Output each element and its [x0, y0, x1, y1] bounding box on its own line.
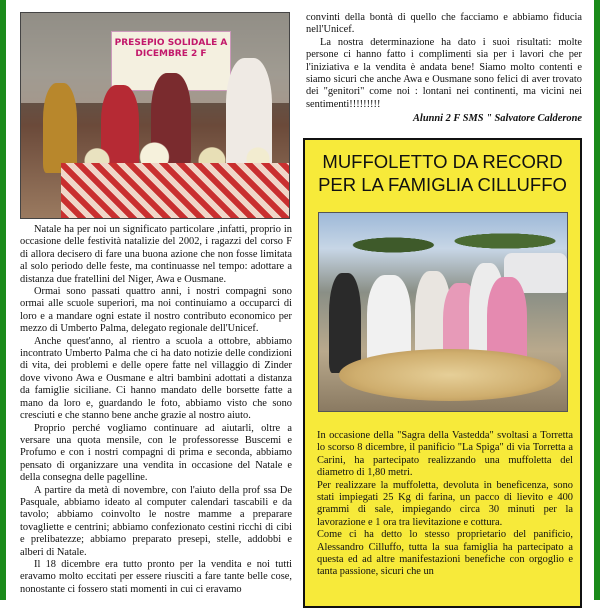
article-paragraph: In occasione della "Sagra della Vastedda" svoltasi a Torretta lo scorso 8 dicembre, il panificio "La Spiga" di via Torretta a Carini, ha partecipato realizzando una muffoletta del diametro di 1,80 metri.: [317, 430, 573, 479]
classroom-photo: [20, 12, 290, 219]
muffoletto-article-box: [303, 138, 582, 608]
article-paragraph: Per realizzare la muffoletta, devoluta in beneficenza, sono stati impiegati 25 Kg di farina, un pacco di lievito e 400 grammi di sale, impiegando circa 30 minuti per la lavorazione e 1 ora tra lievitazione e cottura.: [317, 479, 573, 528]
photo-tablecloth: [61, 163, 289, 218]
title-line: MUFFOLETTO DA RECORD: [322, 151, 563, 172]
article-paragraph: La nostra determinazione ha dato i suoi risultati: molte persone ci hanno fatto i complimenti sia per i lavori che per l'iniziativa e la vendita è andata bene! Siamo molto contenti e siamo sicuri che anche Awa e Ousmane sono felici di aver trovato dei "genitori" come noi : lontani nei continenti, ma vicini nei sentimenti!!!!!!!!!: [306, 36, 582, 110]
muffoletto-article-text: [317, 430, 573, 579]
page-border-left: [0, 0, 6, 600]
page-border-right: [594, 0, 600, 600]
title-line: PER LA FAMIGLIA CILLUFFO: [318, 174, 567, 195]
photo-giant-bread: [339, 349, 561, 401]
right-article-continuation: [306, 12, 582, 126]
article-paragraph: Come ci ha detto lo stesso proprietario del panificio, Alessandro Cilluffo, tutta la sua famiglia ha partecipato a questa ed ad altre manifestazioni benefiche con orgoglio e tanta passione, sicuri che un: [317, 529, 573, 578]
article-paragraph: Anche quest'anno, al rientro a scuola a ottobre, abbiamo incontrato Umberto Palma che ci ha dato notizie delle condizioni di vita, dei problemi e delle opere fatte nel villaggio di Zinder dove vivono Awa e Ousmane e altri bambini adottati a distanza da famiglie siciliane. Ci hanno mandato delle borsette fatte a mano da loro e, guardando le foto, abbiamo visto che sono cresciuti e che stanno bene anche grazie al nostro aiuto.: [20, 335, 292, 422]
photo-tree: [319, 213, 567, 253]
bakery-family-photo: [318, 212, 568, 412]
article-paragraph: Ormai sono passati quattro anni, i nostri compagni sono ormai alle scuole superiori, ma noi continuiamo a occuparci di loro e a mandare ogni estate il nostro contributo economico per mezzo di Umberto Palma, delegato regionale dell'Unicef.: [20, 286, 292, 335]
article-title: [305, 150, 580, 196]
article-signature: Alunni 2 F SMS " Salvatore Calderone: [413, 113, 582, 125]
photo-banner: PRESEPIO SOLIDALE A DICEMBRE 2 F: [111, 31, 231, 91]
article-paragraph: Proprio perché vogliamo continuare ad aiutarli, oltre a versare una quota mensile, con le professoresse Buscemi e Profumo e con i nostri compagni di prima e seconda, abbiamo pensato di organizzare una vendita in occasione del Natale e della consegna delle pagelline.: [20, 422, 292, 484]
article-paragraph: convinti della bontà di quello che facciamo e abbiamo fiducia nell'Unicef.: [306, 12, 582, 36]
article-paragraph: A partire da metà di novembre, con l'aiuto della prof ssa De Pasquale, abbiamo ideato al computer calendari tascabili e da tavolo; abbiamo coinvolto le nostre mamme a preparare tovagliette e centrini; abbiamo confezionato cestini ricchi di cibi e prelibatezze; abbiamo preparato presepi, stelle, addobbi e alberi di Natale.: [20, 484, 292, 558]
photo-person: [329, 273, 361, 373]
left-article: [20, 224, 292, 596]
article-paragraph: Natale ha per noi un significato particolare ,infatti, proprio in occasione delle festività natalizie del 2002, i ragazzi del corso F di allora decisero di fare una buona azione che non fosse limitata al solo periodo delle feste, ma continuasse nel tempo: adottare a distanza due fratellini del Niger, Awa e Ousmane.: [20, 224, 292, 285]
article-paragraph: Il 18 dicembre era tutto pronto per la vendita e noi tutti eravamo molto eccitati per essere riusciti a fare tante belle cose, nonostante ci fossero stati momenti in cui ci eravamo: [20, 558, 292, 595]
